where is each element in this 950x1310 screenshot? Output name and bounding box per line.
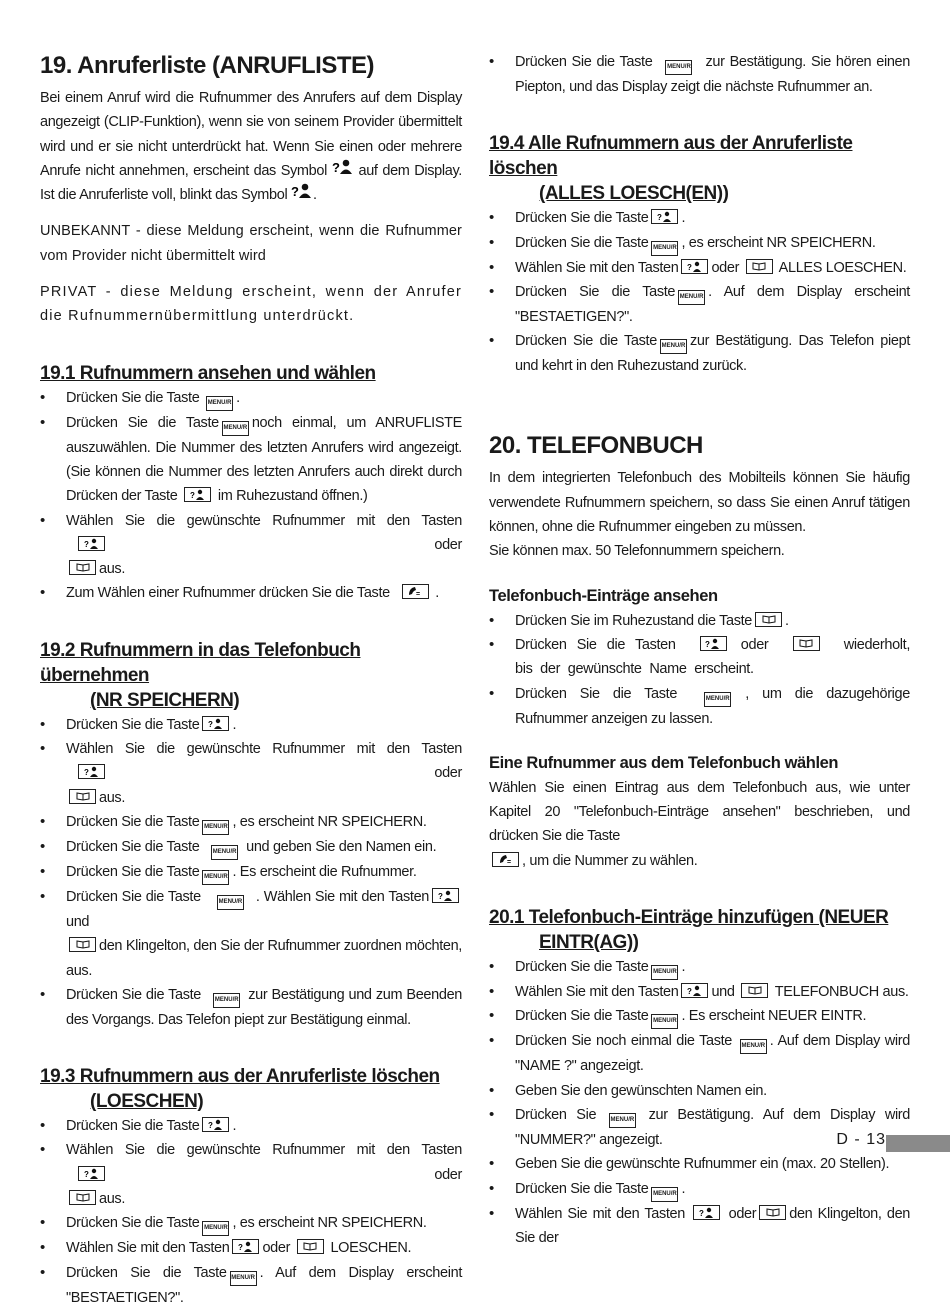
list-item: • Drücken Sie die Taste MENU/R . Wählen Sie mit den Tasten ? und den Klingelton, den Sie der Rufnummer zuordnen möchten, aus. <box>40 885 462 983</box>
menu-key-icon: MENU/R <box>213 993 240 1008</box>
list-item: • Drücken Sie die Taste MENU/R , um die dazugehörige Rufnummer anzeigen zu lassen. <box>489 682 910 731</box>
phonebook-dial-heading: Eine Rufnummer aus dem Telefonbuch wählen <box>489 753 839 772</box>
list-item: • Drücken Sie die Taste MENU/R . Auf dem Display erscheint "BESTAETIGEN?". <box>40 1261 462 1310</box>
menu-key-icon: MENU/R <box>651 241 678 256</box>
svg-text:?: ? <box>83 768 89 778</box>
svg-text:?: ? <box>331 159 340 175</box>
svg-text:?: ? <box>705 639 711 649</box>
call-list-key-icon <box>78 536 105 551</box>
list-item: • Wählen Sie mit den Tasten ? oder ALLES LOESCHEN. <box>489 256 910 280</box>
menu-key-icon: MENU/R <box>230 1271 257 1286</box>
section-19-3-title: 19.3 Rufnummern aus der Anruferliste löschen <box>40 1066 440 1088</box>
menu-key-icon: MENU/R <box>202 820 229 835</box>
call-list-key-icon <box>432 888 459 903</box>
list-item: • Drücken Sie die Taste MENU/R . Es erscheint NEUER EINTR. <box>489 1004 910 1029</box>
section-19-2-title: 19.2 Rufnummern in das Telefonbuch übernehmen <box>40 639 361 686</box>
menu-key-icon: MENU/R <box>704 692 731 707</box>
privat-note: PRIVAT - diese Meldung erscheint, wenn der Anrufer die Rufnummernübermittlung unterdrückt. <box>40 284 462 325</box>
phonebook-key-icon <box>297 1239 324 1254</box>
continued-list <box>489 50 910 99</box>
svg-text:?: ? <box>656 213 662 223</box>
call-list-key-icon <box>78 764 105 779</box>
list-item: • Drücken Sie die Taste MENU/R , es erscheint NR SPEICHERN. <box>40 810 462 835</box>
list-item: • Wählen Sie die gewünschte Rufnummer mit den Tasten ? oder aus. <box>40 509 462 582</box>
svg-text:?: ? <box>437 891 443 901</box>
phonebook-key-icon <box>69 560 96 575</box>
list-item: • Drücken Sie im Ruhezustand die Taste . <box>489 609 910 633</box>
list-item: • Drücken Sie die Tasten ? oder wiederholt, bis der gewünschte Name erscheint. <box>489 633 910 682</box>
list-item: • Zum Wählen einer Rufnummer drücken Sie die Taste = . <box>40 581 462 605</box>
list-item: • Drücken Sie die Taste MENU/R , es erscheint NR SPEICHERN. <box>489 231 910 256</box>
list-item: • Geben Sie den gewünschten Namen ein. <box>489 1079 910 1103</box>
talk-key-icon <box>402 584 429 599</box>
list-item: • Drücken Sie die Taste MENU/R . <box>489 1177 910 1202</box>
menu-key-icon: MENU/R <box>665 60 692 75</box>
phonebook-key-icon <box>741 983 768 998</box>
page-number: D - 13 <box>836 1131 886 1148</box>
list-item: • Drücken Sie die Taste MENU/R . Es erscheint die Rufnummer. <box>40 860 462 885</box>
list-item: • Drücken Sie die Taste MENU/R und geben Sie den Namen ein. <box>40 835 462 860</box>
list-item: • Drücken Sie die Taste MENU/R . Auf dem Display erscheint "BESTAETIGEN?". <box>489 280 910 329</box>
phonebook-key-icon <box>69 789 96 804</box>
list-item: • Wählen Sie die gewünschte Rufnummer mit den Tasten ? oder aus. <box>40 1138 462 1211</box>
menu-key-icon: MENU/R <box>740 1039 767 1054</box>
section-19-1-list <box>40 386 462 606</box>
menu-key-icon: MENU/R <box>651 1014 678 1029</box>
menu-key-icon: MENU/R <box>651 965 678 980</box>
svg-text:?: ? <box>686 262 692 272</box>
list-item: • Wählen Sie die gewünschte Rufnummer mit den Tasten ? oder aus. <box>40 737 462 810</box>
menu-key-icon: MENU/R <box>202 870 229 885</box>
page-number-bar <box>886 1135 950 1152</box>
call-list-key-icon <box>681 259 708 274</box>
section-19-2-title-cont: (NR SPEICHERN) <box>90 689 240 711</box>
call-list-key-icon <box>184 487 211 502</box>
call-list-key-icon <box>681 983 708 998</box>
missed-call-icon <box>331 159 354 179</box>
svg-text:?: ? <box>207 719 213 729</box>
section-20-intro: In dem integrierten Telefonbuch des Mobilteils können Sie häufig verwendete Rufnummern speichern, so dass Sie einen Anruf tätigen können, ohne die Rufnummer eingeben zu müssen. <box>489 470 910 536</box>
section-20-1-list <box>489 955 910 1250</box>
section-19-intro: Bei einem Anruf wird die Rufnummer des Anrufers auf dem Display angezeigt (CLIP-Funktion), wenn sie von seinem Provider übermittelt wird und er sie nicht unterdrückt hat. Wenn Sie einen oder mehrere Anrufe nicht annehmen, erscheint das Symbol ? auf dem Display. Ist die Anruferliste voll, blinkt das Symbol ? . <box>40 90 462 204</box>
missed-call-icon <box>291 184 313 203</box>
svg-text:?: ? <box>237 1243 243 1253</box>
list-item: • Drücken Sie die Taste ? . <box>40 713 462 737</box>
svg-text:?: ? <box>698 1208 704 1218</box>
phonebook-key-icon <box>755 612 782 627</box>
phonebook-key-icon <box>69 1190 96 1205</box>
svg-text:=: = <box>506 858 511 865</box>
phonebook-key-icon <box>69 937 96 952</box>
list-item: • Drücken Sie die Taste MENU/R , es erscheint NR SPEICHERN. <box>40 1211 462 1236</box>
section-20-1-title: 20.1 Telefonbuch-Einträge hinzufügen (NEUER <box>489 907 889 929</box>
section-19-2-list <box>40 713 462 1032</box>
list-item: • Drücken Sie MENU/R zur Bestätigung. Auf dem Display wird "NUMMER?" angezeigt. <box>489 1103 910 1152</box>
section-19-4-list <box>489 206 910 378</box>
svg-text:?: ? <box>207 1121 213 1131</box>
list-item: • Drücken Sie die Taste ? . <box>489 206 910 230</box>
left-column <box>40 48 462 1310</box>
call-list-key-icon <box>78 1166 105 1181</box>
menu-key-icon: MENU/R <box>211 845 238 860</box>
menu-key-icon: MENU/R <box>222 421 249 436</box>
section-20-1-title-cont: EINTR(AG)) <box>539 932 639 954</box>
menu-key-icon: MENU/R <box>609 1113 636 1128</box>
section-19-3-list <box>40 1114 462 1310</box>
list-item: • Drücken Sie die Taste MENU/R zur Bestätigung. Das Telefon piept und kehrt in den Ruhezustand zurück. <box>489 329 910 378</box>
list-item: • Drücken Sie die Taste MENU/R noch einmal, um ANRUFLISTE auszuwählen. Die Nummer des letzten Anrufers wird angezeigt. (Sie können die Nummer des letzten Anrufers auch direkt durch Drücken der Taste ? im Ruhezustand öffnen.) <box>40 411 462 509</box>
right-column <box>489 48 910 1250</box>
section-19-1-title: 19.1 Rufnummern ansehen und wählen <box>40 362 376 384</box>
call-list-key-icon <box>651 209 678 224</box>
list-item: • Drücken Sie noch einmal die Taste MENU/R . Auf dem Display wird "NAME ?" angezeigt. <box>489 1029 910 1078</box>
call-list-key-icon <box>232 1239 259 1254</box>
svg-text:?: ? <box>189 491 195 501</box>
call-list-key-icon <box>202 1117 229 1132</box>
menu-key-icon: MENU/R <box>651 1187 678 1202</box>
section-19-title: 19. Anruferliste (ANRUFLISTE) <box>40 52 374 79</box>
list-item: • Drücken Sie die Taste ? . <box>40 1114 462 1138</box>
menu-key-icon: MENU/R <box>206 396 233 411</box>
section-20-title: 20. TELEFONBUCH <box>489 432 703 460</box>
unbekannt-note: UNBEKANNT - diese Meldung erscheint, wenn die Rufnummer vom Provider nicht übermittelt wird <box>40 223 462 264</box>
svg-text:?: ? <box>83 1169 89 1179</box>
svg-text:?: ? <box>686 987 692 997</box>
list-item: • Wählen Sie mit den Tasten ? oder LOESCHEN. <box>40 1236 462 1260</box>
phonebook-key-icon <box>746 259 773 274</box>
list-item: • Wählen Sie mit den Tasten ? und TELEFONBUCH aus. <box>489 980 910 1004</box>
menu-key-icon: MENU/R <box>217 895 244 910</box>
list-item: • Drücken Sie die Taste MENU/R . <box>40 386 462 411</box>
phonebook-view-heading: Telefonbuch-Einträge ansehen <box>489 586 718 605</box>
section-19-3-title-cont: (LOESCHEN) <box>90 1091 204 1113</box>
list-item: • Drücken Sie die Taste MENU/R . <box>489 955 910 980</box>
menu-key-icon: MENU/R <box>660 339 687 354</box>
list-item: • Drücken Sie die Taste MENU/R zur Bestätigung. Sie hören einen Piepton, und das Display zeigt die nächste Rufnummer an. <box>489 50 910 99</box>
call-list-key-icon <box>202 716 229 731</box>
phonebook-dial-text: Wählen Sie einen Eintrag aus dem Telefonbuch aus, wie unter Kapitel 20 "Telefonbuch-Einträge ansehen" beschrieben, und drücken Sie die Taste = , um die Nummer zu wählen. <box>489 779 910 869</box>
section-19-4-title: 19.4 Alle Rufnummern aus der Anruferliste löschen <box>489 133 853 180</box>
phonebook-key-icon <box>759 1205 786 1220</box>
menu-key-icon: MENU/R <box>678 290 705 305</box>
section-20-intro-2: Sie können max. 50 Telefonnummern speichern. <box>489 543 785 560</box>
svg-text:=: = <box>416 591 421 598</box>
call-list-key-icon <box>700 636 727 651</box>
list-item: • Wählen Sie mit den Tasten ? oder den Klingelton, den Sie der <box>489 1202 910 1251</box>
svg-text:?: ? <box>83 539 89 549</box>
phonebook-key-icon <box>793 636 820 651</box>
list-item: • Drücken Sie die Taste MENU/R zur Bestätigung und zum Beenden des Vorgangs. Das Telefon piept zur Bestätigung einmal. <box>40 983 462 1032</box>
section-19-4-title-cont: (ALLES LOESCH(EN)) <box>539 183 729 205</box>
talk-key-icon <box>492 852 519 867</box>
call-list-key-icon <box>693 1205 720 1220</box>
menu-key-icon: MENU/R <box>202 1221 229 1236</box>
list-item: • Geben Sie die gewünschte Rufnummer ein (max. 20 Stellen). <box>489 1152 910 1176</box>
phonebook-view-list <box>489 609 910 731</box>
svg-text:?: ? <box>291 184 299 200</box>
